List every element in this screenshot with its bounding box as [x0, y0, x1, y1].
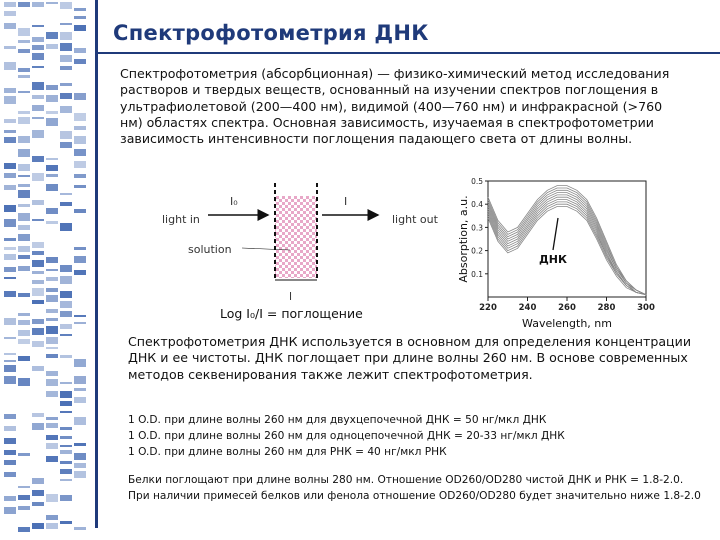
- barcode-band: [4, 472, 16, 477]
- barcode-band: [74, 149, 86, 156]
- barcode-band: [32, 271, 44, 274]
- barcode-band: [32, 130, 44, 138]
- barcode-band: [60, 106, 72, 113]
- barcode-band: [74, 93, 86, 100]
- barcode-band: [74, 388, 86, 391]
- protein-paragraph: Белки поглощают при длине волны 280 нм. Отношение OD260/OD280 чистой ДНК и РНК = 1.8-2.0. При наличии примесей белков или фенола отношение OD260/OD280 будет значительно ниже 1.8-2.0: [128, 474, 701, 502]
- barcode-band: [4, 254, 16, 260]
- barcode-band: [60, 2, 72, 9]
- y-axis-label: Absorption, a.u.: [457, 195, 470, 283]
- barcode-band: [60, 495, 72, 501]
- barcode-band: [46, 208, 58, 214]
- barcode-band: [18, 225, 30, 230]
- barcode-band: [60, 55, 72, 62]
- barcode-band: [74, 209, 86, 213]
- barcode-band: [46, 95, 58, 102]
- barcode-band: [60, 43, 72, 51]
- x-tick-label: 300: [637, 303, 655, 313]
- barcode-band: [18, 111, 30, 114]
- barcode-band: [18, 378, 30, 386]
- barcode-band: [46, 118, 58, 126]
- barcode-band: [60, 265, 72, 272]
- barcode-band: [32, 82, 44, 90]
- barcode-band: [32, 328, 44, 335]
- barcode-band: [60, 334, 72, 336]
- barcode-band: [46, 523, 58, 529]
- barcode-band: [74, 359, 86, 367]
- barcode-band: [60, 276, 72, 284]
- absorption-chart: [455, 175, 660, 330]
- y-tick-label: 0.5: [471, 177, 483, 186]
- barcode-band: [74, 8, 86, 11]
- barcode-band: [32, 2, 44, 7]
- barcode-band: [18, 190, 30, 198]
- barcode-band: [60, 382, 72, 384]
- barcode-band: [4, 247, 16, 250]
- barcode-band: [60, 324, 72, 329]
- barcode-band: [18, 136, 30, 143]
- barcode-band: [60, 131, 72, 139]
- page-title: Спектрофотометрия ДНК: [113, 21, 429, 45]
- barcode-band: [74, 453, 86, 460]
- barcode-band: [60, 301, 72, 308]
- barcode-band: [18, 293, 30, 297]
- barcode-band: [74, 136, 86, 144]
- barcode-band: [32, 117, 44, 119]
- barcode-band: [74, 443, 86, 446]
- barcode-band: [60, 142, 72, 148]
- barcode-band: [46, 456, 58, 462]
- barcode-band: [32, 280, 44, 284]
- barcode-band: [4, 507, 16, 514]
- barcode-band: [32, 251, 44, 255]
- barcode-band: [46, 269, 58, 271]
- barcode-band: [18, 164, 30, 171]
- barcode-band: [46, 371, 58, 376]
- dna-annotation-pointer: [553, 218, 558, 250]
- barcode-band: [4, 185, 16, 190]
- barcode-band: [46, 111, 58, 114]
- barcode-band: [32, 53, 44, 60]
- barcode-band: [74, 113, 86, 121]
- y-tick-label: 0.2: [471, 246, 483, 256]
- barcode-band: [4, 137, 16, 143]
- barcode-band: [46, 337, 58, 344]
- absorption-curve-3: [488, 190, 646, 294]
- barcode-band: [60, 427, 72, 430]
- barcode-band: [60, 450, 72, 454]
- barcode-band: [46, 184, 58, 191]
- barcode-band: [46, 347, 58, 349]
- barcode-band: [32, 260, 44, 267]
- barcode-band: [74, 322, 86, 324]
- barcode-band: [60, 401, 72, 406]
- barcode-band: [32, 341, 44, 347]
- barcode-band: [4, 450, 16, 455]
- absorption-curve-9: [488, 204, 646, 295]
- barcode-band: [18, 527, 30, 532]
- barcode-band: [74, 256, 86, 263]
- barcode-band: [74, 48, 86, 53]
- barcode-band: [32, 219, 44, 221]
- barcode-band: [74, 397, 86, 403]
- barcode-band: [32, 502, 44, 506]
- barcode-band: [18, 246, 30, 252]
- barcode-band: [18, 149, 30, 157]
- barcode-band: [18, 506, 30, 510]
- barcode-band: [4, 438, 16, 444]
- barcode-band: [18, 2, 30, 7]
- barcode-band: [4, 2, 16, 7]
- barcode-band: [4, 353, 16, 355]
- barcode-band: [18, 40, 30, 43]
- barcode-band: [74, 126, 86, 130]
- barcode-band: [74, 417, 86, 425]
- barcode-band: [32, 423, 44, 430]
- barcode-band: [32, 490, 44, 496]
- barcode-band: [18, 495, 30, 500]
- y-tick-label: 0.4: [471, 200, 483, 210]
- barcode-band: [46, 379, 58, 386]
- barcode-band: [18, 204, 30, 207]
- barcode-band: [32, 242, 44, 248]
- barcode-band: [60, 311, 72, 317]
- barcode-band: [4, 163, 16, 169]
- solution-label: solution: [188, 243, 232, 256]
- barcode-band: [46, 277, 58, 281]
- barcode-band: [46, 494, 58, 502]
- barcode-band: [32, 200, 44, 205]
- barcode-band: [32, 523, 44, 529]
- barcode-band: [4, 460, 16, 465]
- barcode-band: [46, 221, 58, 224]
- cuvette: [275, 196, 317, 278]
- barcode-band: [74, 463, 86, 468]
- barcode-band: [32, 288, 44, 296]
- barcode-band: [46, 158, 58, 160]
- barcode-band: [60, 291, 72, 298]
- barcode-band: [60, 223, 72, 231]
- barcode-band: [46, 417, 58, 420]
- barcode-band: [32, 173, 44, 181]
- y-tick-label: 0.3: [471, 223, 483, 233]
- barcode-band: [46, 391, 58, 397]
- barcode-band: [18, 49, 30, 53]
- cuvette-diagram: [150, 178, 440, 326]
- barcode-band: [74, 270, 86, 275]
- barcode-band: [32, 156, 44, 162]
- barcode-band: [46, 257, 58, 263]
- x-tick-label: 240: [518, 303, 537, 313]
- od-line-dsdna: 1 O.D. при длине волны 260 нм для двухцепочечной ДНК = 50 нг/мкл ДНК: [128, 414, 547, 426]
- barcode-band: [60, 193, 72, 195]
- barcode-band: [32, 366, 44, 371]
- barcode-band: [46, 423, 58, 428]
- barcode-band: [4, 376, 16, 384]
- barcode-band: [18, 28, 30, 36]
- barcode-band: [18, 266, 30, 271]
- path-length-label: l: [289, 290, 293, 303]
- barcode-band: [32, 25, 44, 27]
- barcode-band: [74, 247, 86, 250]
- barcode-band: [18, 175, 30, 177]
- barcode-band: [18, 339, 30, 344]
- barcode-band: [4, 426, 16, 431]
- barcode-band: [4, 96, 16, 104]
- barcode-band: [74, 16, 86, 19]
- barcode-band: [4, 360, 16, 362]
- barcode-band: [4, 337, 16, 339]
- barcode-band: [46, 174, 58, 177]
- barcode-band: [4, 318, 16, 325]
- barcode-band: [74, 315, 86, 317]
- barcode-band: [46, 85, 58, 90]
- x-tick-label: 260: [558, 303, 576, 313]
- barcode-band: [18, 234, 30, 241]
- barcode-band: [74, 174, 86, 178]
- barcode-band: [46, 354, 58, 358]
- barcode-band: [32, 66, 44, 68]
- barcode-band: [4, 23, 16, 29]
- barcode-band: [4, 46, 16, 49]
- x-axis-label: Wavelength, nm: [522, 317, 612, 330]
- barcode-band: [60, 93, 72, 99]
- barcode-band: [32, 45, 44, 50]
- barcode-band: [18, 91, 30, 93]
- barcode-band: [18, 320, 30, 325]
- barcode-band: [32, 95, 44, 99]
- vertical-rule: [95, 0, 98, 528]
- barcode-band: [46, 2, 58, 4]
- barcode-band: [4, 62, 16, 70]
- barcode-band: [60, 202, 72, 206]
- barcode-band: [4, 11, 16, 16]
- barcode-band: [46, 165, 58, 171]
- barcode-band: [18, 117, 30, 124]
- barcode-band: [4, 267, 16, 272]
- barcode-band: [4, 219, 16, 227]
- barcode-band: [60, 391, 72, 398]
- barcode-band: [32, 300, 44, 304]
- dna-annotation: ДНК: [539, 253, 567, 266]
- barcode-band: [18, 213, 30, 221]
- x-tick-label: 220: [479, 303, 497, 313]
- dna-usage-paragraph: Спектрофотометрия ДНК используется в основном для определения концентрации ДНК и ее чистоты. ДНК поглощает при длине волны 260 нм. В основе современных методов секвенирования также лежит спектрофотометрия.: [128, 334, 691, 382]
- barcode-band: [18, 453, 30, 456]
- i-label: I: [344, 195, 348, 208]
- absorption-curve-10: [488, 207, 646, 295]
- barcode-band: [60, 469, 72, 474]
- title-underline: [97, 52, 720, 54]
- barcode-band: [46, 318, 58, 321]
- barcode-band: [4, 205, 16, 212]
- barcode-band: [18, 356, 30, 361]
- barcode-band: [4, 238, 16, 241]
- barcode-band: [4, 119, 16, 123]
- barcode-band: [18, 184, 30, 187]
- barcode-band: [46, 309, 58, 313]
- barcode-band: [18, 255, 30, 259]
- barcode-band: [60, 23, 72, 25]
- od-line-ssdna: 1 O.D. при длине волны 260 нм для одноцепочечной ДНК = 20-33 нг/мкл ДНК: [128, 430, 565, 442]
- barcode-band: [4, 414, 16, 419]
- barcode-band: [18, 330, 30, 336]
- barcode-band: [60, 355, 72, 358]
- od-line-rna: 1 O.D. при длине волны 260 нм для РНК = 40 нг/мкл РНК: [128, 446, 447, 458]
- barcode-band: [74, 376, 86, 384]
- barcode-band: [60, 445, 72, 447]
- light-in-label: light in: [162, 213, 200, 226]
- barcode-band: [60, 411, 72, 413]
- intro-paragraph: Спектрофотометрия (абсорбционная) — физико-химический метод исследования растворов и твердых веществ, основанный на изучении спектров поглощения в ультрафиолетовой (200—400 нм), видимой (400—760 нм) и инфракрасной (>760 нм) областях спектра. Основная зависимость, изучаемая в спектрофотометрии зависимость интенсивности поглощения падающего света от длины волны.: [120, 66, 670, 147]
- barcode-band: [74, 25, 86, 31]
- barcode-band: [32, 319, 44, 324]
- barcode-band: [46, 515, 58, 520]
- barcode-band: [46, 443, 58, 449]
- barcode-band: [60, 32, 72, 40]
- x-tick-label: 280: [597, 303, 616, 313]
- barcode-band: [46, 326, 58, 334]
- barcode-band: [18, 75, 30, 78]
- barcode-band: [4, 496, 16, 501]
- barcode-band: [18, 486, 30, 488]
- light-out-label: light out: [392, 213, 438, 226]
- barcode-band: [32, 478, 44, 484]
- barcode-band: [60, 436, 72, 439]
- barcode-band: [4, 88, 16, 93]
- barcode-band: [4, 365, 16, 372]
- barcode-band: [4, 277, 16, 279]
- barcode-band: [18, 313, 30, 316]
- barcode-band: [60, 461, 72, 464]
- barcode-band: [18, 68, 30, 72]
- barcode-band: [46, 44, 58, 49]
- barcode-band: [74, 161, 86, 168]
- barcode-band: [46, 435, 58, 440]
- barcode-band: [32, 37, 44, 42]
- i0-label: I₀: [230, 195, 238, 208]
- barcode-band: [46, 295, 58, 302]
- barcode-band: [46, 32, 58, 39]
- barcode-band: [74, 527, 86, 530]
- barcode-band: [60, 521, 72, 524]
- barcode-band: [4, 173, 16, 178]
- barcode-band: [4, 130, 16, 133]
- barcode-band: [74, 185, 86, 188]
- barcode-band: [74, 471, 86, 478]
- absorbance-formula: Log I₀/I = поглощение: [220, 306, 363, 321]
- barcode-band: [46, 288, 58, 292]
- barcode-band: [4, 291, 16, 297]
- y-tick-label: 0.1: [471, 269, 483, 279]
- dna-barcode-decoration: [0, 0, 92, 540]
- barcode-band: [60, 479, 72, 481]
- barcode-band: [60, 66, 72, 70]
- barcode-band: [32, 413, 44, 417]
- barcode-band: [74, 59, 86, 64]
- barcode-band: [32, 105, 44, 111]
- barcode-band: [60, 83, 72, 86]
